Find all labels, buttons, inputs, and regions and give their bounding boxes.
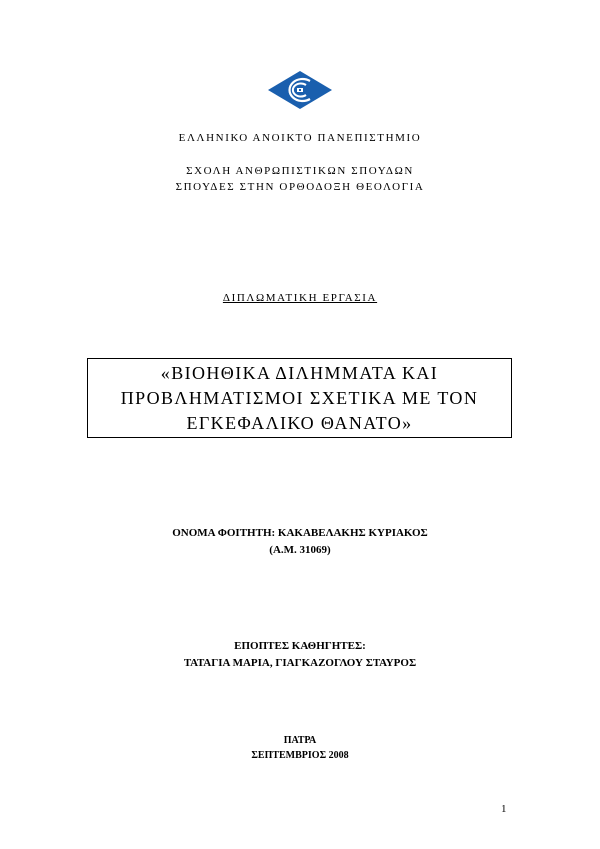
thesis-title-line: «ΒΙΟΗΘΙΚΑ ΔΙΛΗΜΜΑΤΑ ΚΑΙ: [160, 363, 439, 383]
city: ΠΑΤΡΑ: [283, 735, 317, 746]
student-registration-number: (Α.Μ. 31069): [269, 544, 331, 556]
thesis-title-line: ΠΡΟΒΛΗΜΑΤΙΣΜΟΙ ΣΧΕΤΙΚΑ ΜΕ ΤΟΝ: [120, 388, 479, 408]
thesis-title-line: ΕΓΚΕΦΑΛΙΚΟ ΘΑΝΑΤΟ»: [186, 413, 413, 433]
page-number: 1: [501, 803, 507, 815]
thesis-title-box: [87, 358, 512, 438]
thesis-type-heading: ΔΙΠΛΩΜΑΤΙΚΗ ΕΡΓΑΣΙΑ: [222, 292, 378, 304]
student-name: ΟΝΟΜΑ ΦΟΙΤΗΤΗ: ΚΑΚΑΒΕΛΑΚΗΣ ΚΥΡΙΑΚΟΣ: [172, 527, 428, 539]
university-logo-icon: [266, 70, 334, 110]
supervisors-label: ΕΠΟΠΤΕΣ ΚΑΘΗΓΗΤΕΣ:: [234, 640, 366, 652]
program-name: ΣΠΟΥΔΕΣ ΣΤΗΝ ΟΡΘΟΔΟΞΗ ΘΕΟΛΟΓΙΑ: [175, 181, 425, 193]
supervisors-names: ΤΑΤΑΓΙΑ ΜΑΡΙΑ, ΓΙΑΓΚΑΖΟΓΛΟΥ ΣΤΑΥΡΟΣ: [183, 657, 417, 669]
date: ΣΕΠΤΕΜΒΡΙΟΣ 2008: [251, 750, 349, 761]
university-name: ΕΛΛΗΝΙΚΟ ΑΝΟΙΚΤΟ ΠΑΝΕΠΙΣΤΗΜΙΟ: [178, 132, 422, 144]
school-name: ΣΧΟΛΗ ΑΝΘΡΩΠΙΣΤΙΚΩΝ ΣΠΟΥΔΩΝ: [186, 165, 414, 177]
